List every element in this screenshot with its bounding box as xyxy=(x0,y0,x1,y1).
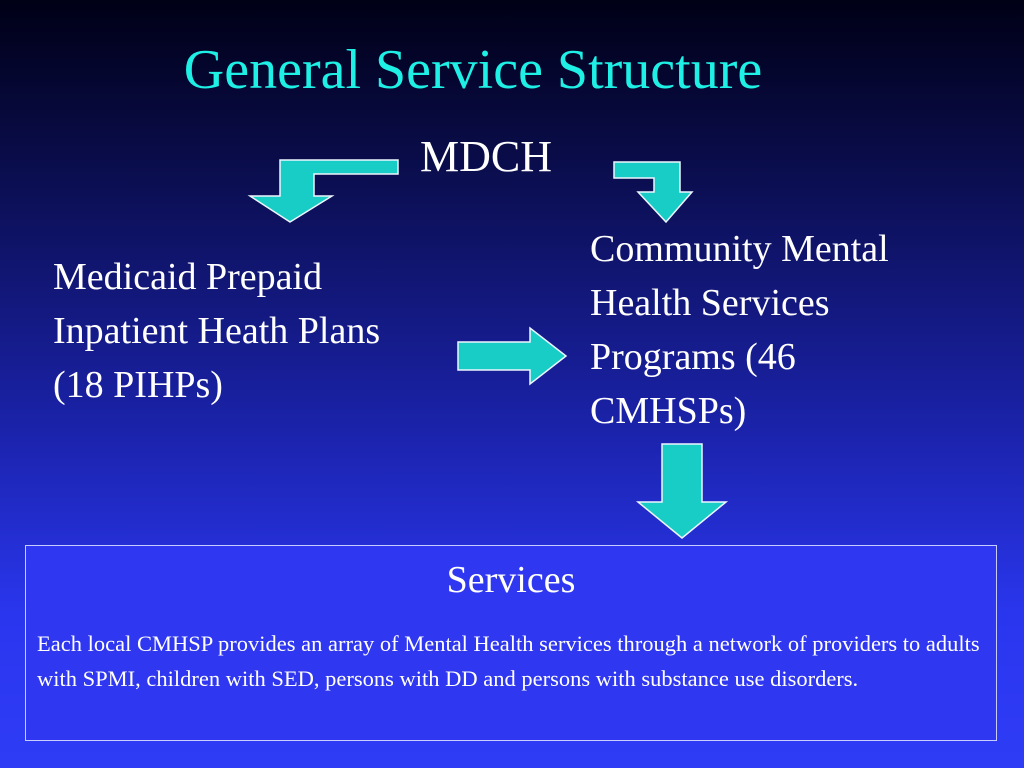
services-title: Services xyxy=(446,559,576,601)
pihp-line-1: Medicaid Prepaid xyxy=(53,256,323,298)
mdch-node: MDCH xyxy=(420,132,553,181)
slide-title: General Service Structure xyxy=(183,39,763,101)
cmhsp-line-1: Community Mental xyxy=(590,228,889,270)
arrow-mdch-to-pihp-icon xyxy=(250,158,400,224)
services-box xyxy=(25,545,997,741)
cmhsp-node xyxy=(590,222,1010,438)
cmhsp-line-3: Programs (46 xyxy=(590,336,796,378)
pihp-line-2: Inpatient Heath Plans xyxy=(53,310,381,352)
arrow-pihp-to-cmhsp-icon xyxy=(456,326,568,386)
services-description: Each local CMHSP provides an array of Mental Health services through a network of providers to adults with SPMI, children with SED, persons with DD and persons with substance use disorders. xyxy=(37,631,980,691)
arrow-cmhsp-to-services-icon xyxy=(636,442,728,540)
cmhsp-line-2: Health Services xyxy=(590,282,830,324)
pihp-node xyxy=(53,250,473,412)
arrow-mdch-to-cmhsp-icon xyxy=(612,160,696,224)
cmhsp-line-4: CMHSPs) xyxy=(590,390,747,432)
pihp-line-3: (18 PIHPs) xyxy=(53,364,223,406)
